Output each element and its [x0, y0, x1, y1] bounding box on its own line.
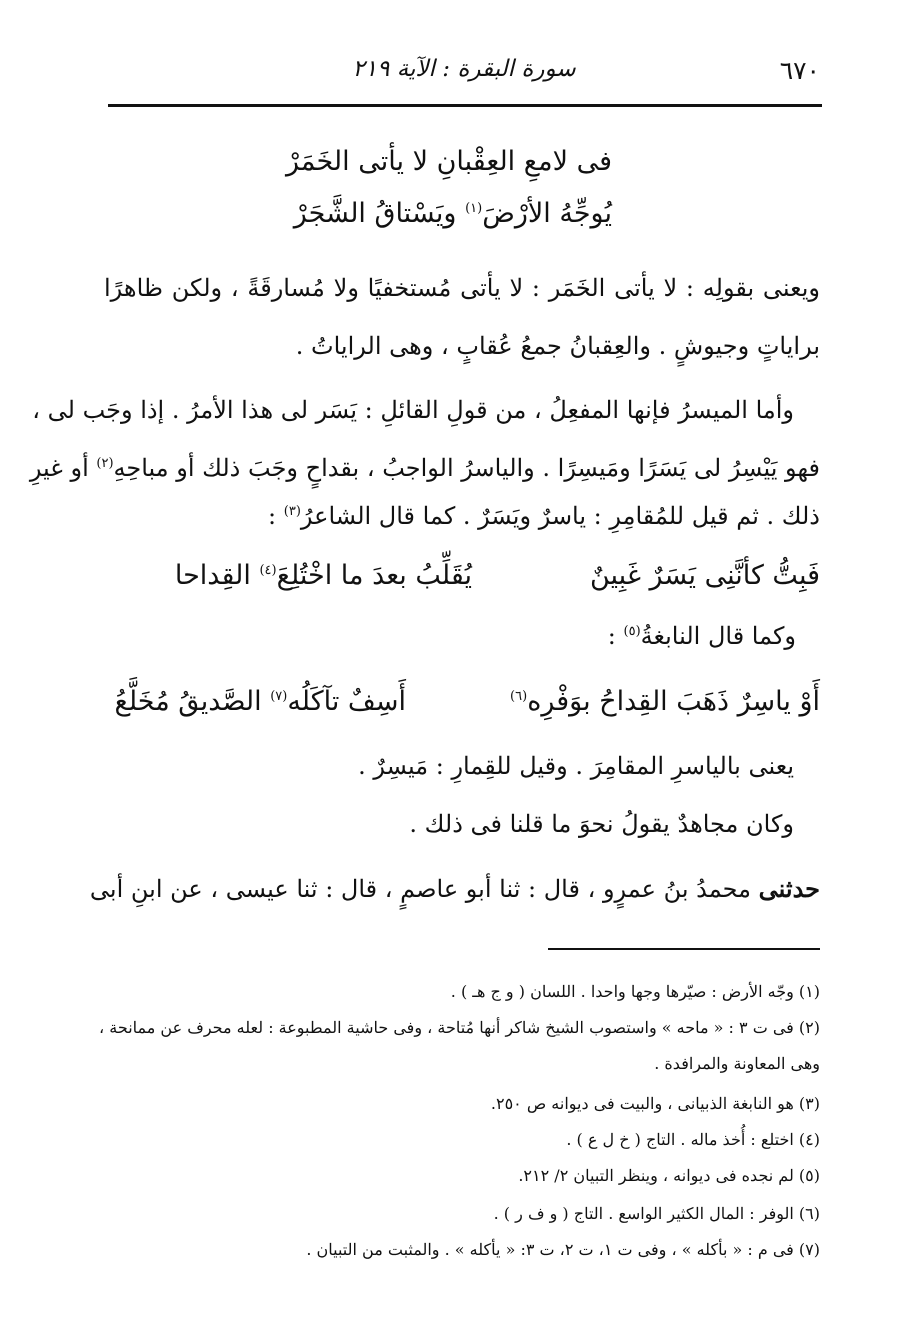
footnote-ref-7: (٧): [270, 689, 288, 704]
para2-line2-a: فهو يَيْسِرُ لى يَسَرًا ومَيسِرًا . والياسرُ الواجبُ ، بقداحٍ وجَبَ ذلك أو مباحِهِ: [113, 454, 820, 482]
poem3-left-hemistich: [114, 686, 406, 717]
footnote-ref-5: (٥): [623, 624, 641, 639]
footnote-4: (٤) اختلع : أُخذ ماله . التاج ( خ ل ع ) .: [566, 1130, 820, 1149]
poem2-left-hemistich-a: يُقَلِّبُ بعدَ ما اخْتُلِعَ: [276, 560, 472, 591]
page-number: ٦٧٠: [779, 56, 820, 85]
para3-line1: يعنى بالياسرِ المقامِرَ . وقيل للقِمارِ : مَيسِرٌ .: [358, 752, 794, 780]
footnote-ref-2: (٢): [96, 456, 114, 471]
footnote-rule: [548, 948, 820, 950]
footnote-3: (٣) هو النابغة الذبيانى ، والبيت فى ديوانه ص ٢٥٠.: [490, 1094, 820, 1113]
para1-line2: براياتٍ وجيوشٍ . والعِقبانُ جمعُ عُقابٍ ، وهى الراياتُ .: [295, 332, 820, 360]
para4-text: محمدُ بنُ عمرٍو ، قال : ثنا أبو عاصمٍ ، قال : ثنا عيسى ، عن ابنِ أبى: [89, 875, 759, 903]
running-title: سورة البقرة : الآية ٢١٩: [352, 56, 576, 82]
para2-line2: [29, 454, 820, 482]
poem3-left-hemistich-b: الصَّديقُ مُخَلَّعُ: [114, 686, 271, 717]
para2-line1: وأما الميسرُ فإنها المفعِلُ ، من قولِ القائلِ : يَسَر لى هذا الأمرُ . إذا وجَب لى ،: [32, 396, 794, 424]
footnote-ref-1: (١): [465, 201, 483, 216]
page-header: [108, 52, 820, 92]
header-rule: [108, 104, 822, 107]
footnote-ref-4: (٤): [259, 563, 277, 578]
para2-line3-b: :: [268, 502, 284, 530]
footnote-6: (٦) الوفر : المال الكثير الواسع . التاج ( و ف ر ) .: [493, 1204, 820, 1223]
para3-line2: وكان مجاهدٌ يقولُ نحوَ ما قلنا فى ذلك .: [409, 810, 794, 838]
footnote-7: (٧) فى م : « بأكله » ، وفى ت ١، ت ٢، ت ٣: « يأكله » . والمثبت من التبيان .: [306, 1240, 820, 1259]
footnote-1: (١) وجّه الأرض : صيّرها وجها واحدا . اللسان ( و ج هـ ) .: [450, 982, 820, 1001]
intro-nabigha-colon: :: [607, 622, 624, 650]
footnote-5: (٥) لم نجده فى ديوانه ، وينظر التبيان ٢/ ٢١٢.: [518, 1166, 820, 1185]
para2-line3: [268, 502, 820, 530]
para1-line1: ويعنى بقولِه : لا يأتى الخَمَر : لا يأتى مُستخفيًا ولا مُسارقَةً ، ولكن ظاهرًا: [104, 274, 820, 302]
poem1-line2-a: يُوجِّهُ الأرْضَ: [482, 198, 612, 229]
intro-nabigha-text: وكما قال النابغةُ: [640, 622, 796, 650]
para4-line1: [89, 874, 820, 903]
para2-line2-b: أو غيرِ: [29, 454, 97, 482]
poem3-left-hemistich-a: أَسِفٌ تآكَلُه: [287, 686, 406, 717]
para4-bold-lead: حدثنى: [758, 874, 820, 903]
intro-nabigha: [608, 622, 796, 650]
poem3-right-hemistich: [510, 686, 820, 717]
para2-line3-a: ذلك . ثم قيل للمُقامِرِ : ياسرٌ ويَسَرٌ . كما قال الشاعرُ: [300, 502, 820, 530]
poem1-line2-b: ويَسْتاقُ الشَّجَرْ: [293, 198, 466, 229]
poem2-right-hemistich: فَبِتُّ كأنَّنِى يَسَرٌ غَبِينٌ: [589, 560, 820, 591]
poem1-line1: فى لامعِ العِقْبانِ لا يأتى الخَمَرْ: [286, 146, 612, 177]
poem3-right-hemistich-a: أَوْ ياسِرٌ ذَهَبَ القِداحُ بوَفْرِه: [527, 686, 820, 717]
footnote-ref-6: (٦): [510, 689, 528, 704]
poem2-left-hemistich-b: القِداحا: [174, 560, 260, 591]
footnote-2: (٢) فى ت ٣ : « ماحه » واستصوب الشيخ شاكر أنها مُتاحة ، وفى حاشية المطبوعة : لعله محرف عن ممانحة ،: [99, 1018, 820, 1037]
footnote-2-continued: وهى المعاونة والمرافدة .: [654, 1054, 820, 1073]
poem1-line2: [294, 198, 612, 229]
poem2-left-hemistich: [175, 560, 472, 591]
footnote-ref-3: (٣): [283, 504, 301, 519]
